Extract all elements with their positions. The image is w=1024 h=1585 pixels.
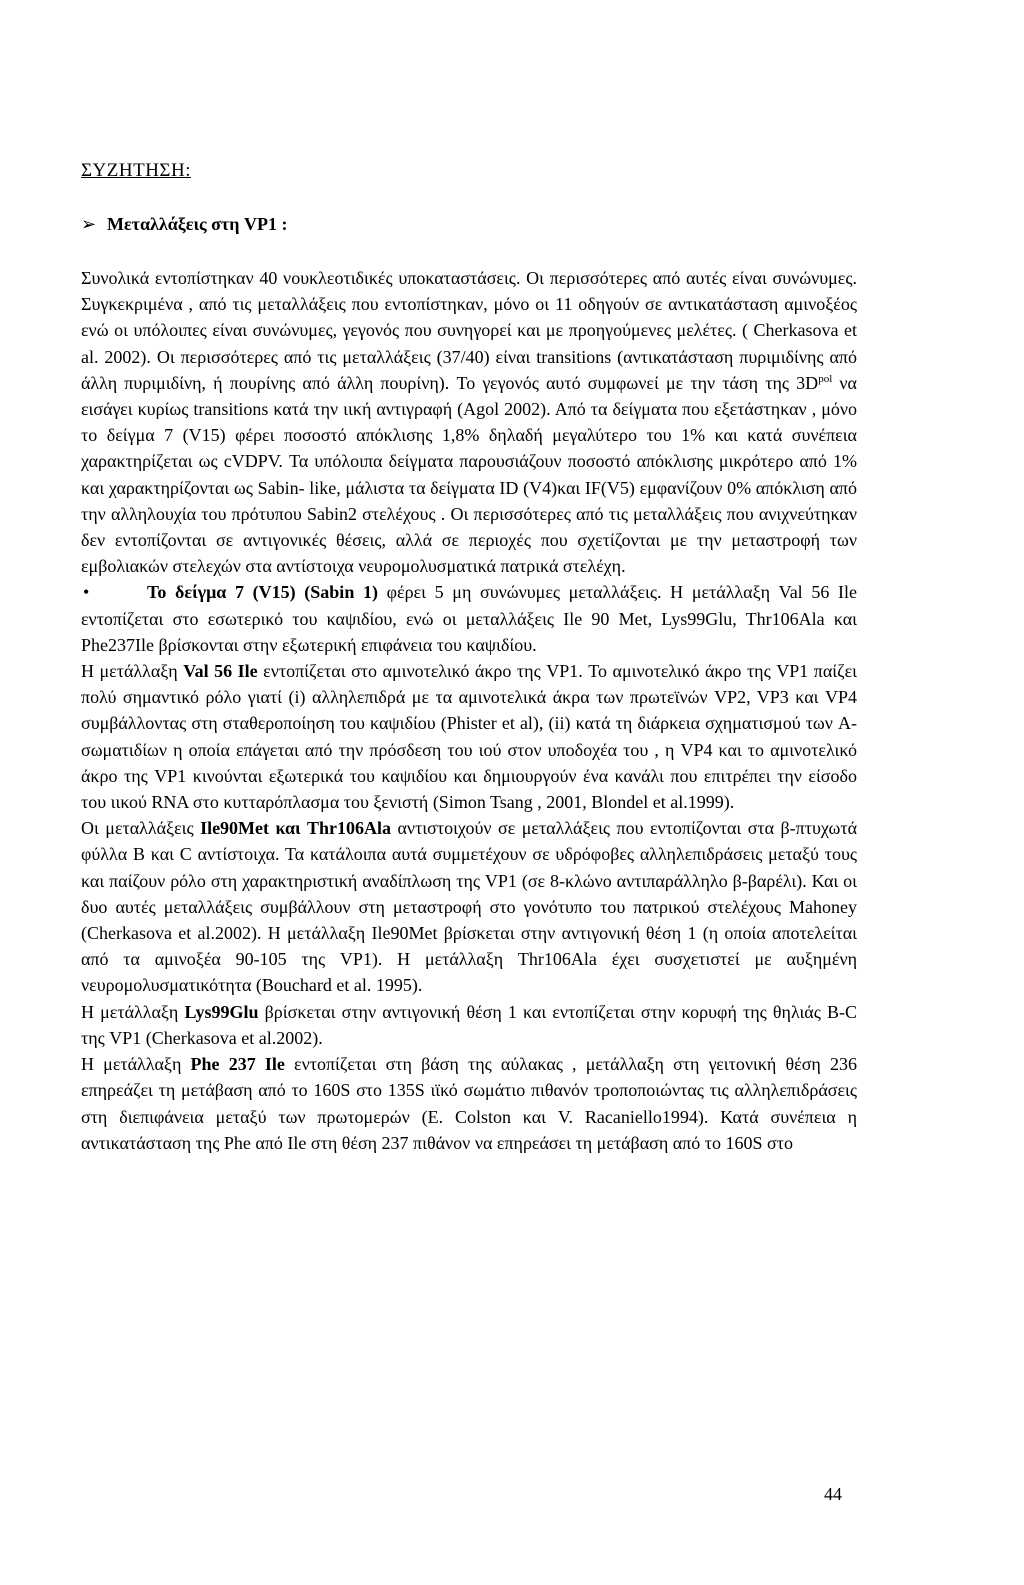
superscript-pol: pol — [818, 372, 833, 385]
subsection-heading — [81, 214, 287, 235]
section-heading: ΣΥΖΗΤΗΣΗ: — [81, 160, 191, 181]
paragraph-sample7 — [81, 579, 857, 658]
paragraph-intro — [81, 265, 857, 579]
val56ile-prefix: Η μετάλλαξη — [81, 661, 184, 682]
phe237ile-label: Phe 237 Ile — [190, 1054, 285, 1075]
paragraph-intro-text-b: να εισάγει κυρίως transitions κατά την ιική αντιγραφή (Agol 2002). Από τα δείγματα που εξετάστηκαν , μόνο το δείγμα 7 (V15) φέρει ποσοστό απόκλισης 1,8% δηλαδή μεγαλύτερο του 1% και κατά συνέπεια χαρακτηρίζεται ως cVDPV. Τα υπόλοιπα δείγματα παρουσιάζουν ποσοστό απόκλισης μικρότερο από 1% και χαρακτηρίζονται ως Sabin- like, μάλιστα τα δείγματα ID (V4)και IF(V5) εμφανίζουν 0% απόκλιση από την αλληλουχία του πρότυπου Sabin2 στελέχους . Οι περισσότερες από τις μεταλλάξεις που ανιχνεύτηκαν δεν εντοπίζονται σε αντιγονικές θέσεις, αλλά σε περιοχές που σχετίζονται με την μεταστροφή των εμβολιακών στελεχών στα αντίστοιχα νευρομολυσματικά πατρικά στελέχη. — [81, 372, 857, 577]
sample7-text: φέρει 5 μη συνώνυμες μεταλλάξεις. Η μετάλλαξη Val 56 Ile εντοπίζεται στο εσωτερικό του καψιδίου, ενώ οι μεταλλάξεις Ile 90 Met, Lys99Glu, Thr106Ala και Phe237Ile βρίσκονται στην εξωτερική επιφάνεια του καψιδίου. — [81, 582, 857, 655]
paragraph-intro-text-a: Συνολικά εντοπίστηκαν 40 νουκλεοτιδικές υποκαταστάσεις. Οι περισσότερες από αυτές είναι συνώνυμες. Συγκεκριμένα , από τις μεταλλάξεις που εντοπίστηκαν, μόνο οι 11 οδηγούν σε αντικατάσταση αμινοξέος ενώ οι υπόλοιπες είναι συνώνυμες, γεγονός που συνηγορεί και με προηγούμενες μελέτες. ( Cherkasova et al. 2002). Οι περισσότερες από τις μεταλλάξεις (37/40) είναι transitions (αντικατάσταση πυριμιδίνης από άλλη πυριμιδίνη, ή πουρίνης από άλλη πουρίνη). Το γεγονός αυτό συμφωνεί με την τάση της 3D — [81, 268, 857, 393]
phe237ile-prefix: Η μετάλλαξη — [81, 1054, 191, 1075]
ile90met-prefix: Οι μεταλλάξεις — [81, 818, 201, 839]
val56ile-label: Val 56 Ile — [183, 661, 258, 682]
lys99glu-label: Lys99Glu — [184, 1001, 259, 1022]
ile90met-label: Ile90Met και Thr106Ala — [200, 818, 392, 839]
sample7-label: Το δείγμα 7 (V15) (Sabin 1) — [147, 582, 378, 603]
paragraph-lys99glu — [81, 999, 857, 1051]
ile90met-text: αντιστοιχούν σε μεταλλάξεις που εντοπίζονται στα β-πτυχωτά φύλλα B και C αντίστοιχα. Τα κατάλοιπα αυτά συμμετέχουν σε υδρόφοβες αλληλεπιδράσεις μεταξύ τους και παίζουν ρόλο στη χαρακτηριστική αναδίπλωση της VP1 (σε 8-κλώνο αντιπαράλληλο β-βαρέλι). Και οι δυο αυτές μεταλλάξεις συμβάλλουν στη μεταστροφή στο γονότυπο του πατρικού στελέχους Mahoney (Cherkasova et al.2002). Η μετάλλαξη Ile90Met βρίσκεται στην αντιγονική θέση 1 (η οποία αποτελείται από τα αμινοξέα 90-105 της VP1). Η μετάλλαξη Thr106Ala έχει συσχετιστεί με αυξημένη νευρομολυσματικότητα (Bouchard et al. 1995). — [81, 818, 858, 996]
body-text — [81, 265, 857, 1156]
subsection-title: Μεταλλάξεις στη VP1 : — [107, 214, 288, 234]
phe237ile-text: εντοπίζεται στη βάση της αύλακας , μετάλλαξη στη γειτονική θέση 236 επηρεάζει τη μετάβαση από το 160S στο 135S ιϊκό σωμάτιο πιθανόν τροποποιώντας τις αλληλεπιδράσεις στη διεπιφάνεια μεταξύ των πρωτομερών (E. Colston και V. Racaniello1994). Κατά συνέπεια η αντικατάσταση της Phe από Ile στη θέση 237 πιθάνον να επηρεάσει τη μετάβαση από το 160S στο — [81, 1054, 857, 1153]
lys99glu-prefix: Η μετάλλαξη — [81, 1001, 185, 1022]
paragraph-val56ile — [81, 658, 857, 815]
paragraph-ile90met-thr106ala — [81, 815, 857, 998]
lys99glu-text: βρίσκεται στην αντιγονική θέση 1 και εντοπίζεται στην κορυφή της θηλιάς B-C της VP1 (Cherkasova et al.2002). — [81, 1001, 857, 1048]
bullet-icon: • — [83, 582, 90, 603]
page-number: 44 — [824, 1484, 842, 1504]
paragraph-phe237ile — [81, 1051, 857, 1156]
val56ile-text: εντοπίζεται στο αμινοτελικό άκρο της VP1. Το αμινοτελικό άκρο της VP1 παίζει πολύ σημαντικό ρόλο γιατί (i) αλληλεπιδρά με τα αμινοτελικά άκρα των πρωτεϊνών VP2, VP3 και VP4 συμβάλλοντας στη σταθεροποίηση του καψιδίου (Phister et al), (ii) κατά τη διάρκεια σχηματισμού των A- σωματιδίων η οποία επάγεται από την πρόσδεση του ιού στον υποδοχέα του , η VP4 και το αμινοτελικό άκρο της VP1 κινούνται εξωτερικά του καψιδίου και δημιουργούν ένα κανάλι που επιτρέπει την είσοδο του ιικού RNA στο κυτταρόπλασμα του ξενιστή (Simon Tsang , 2001, Blondel et al.1999). — [81, 661, 857, 813]
arrow-bullet-icon: ➢ — [81, 214, 97, 234]
